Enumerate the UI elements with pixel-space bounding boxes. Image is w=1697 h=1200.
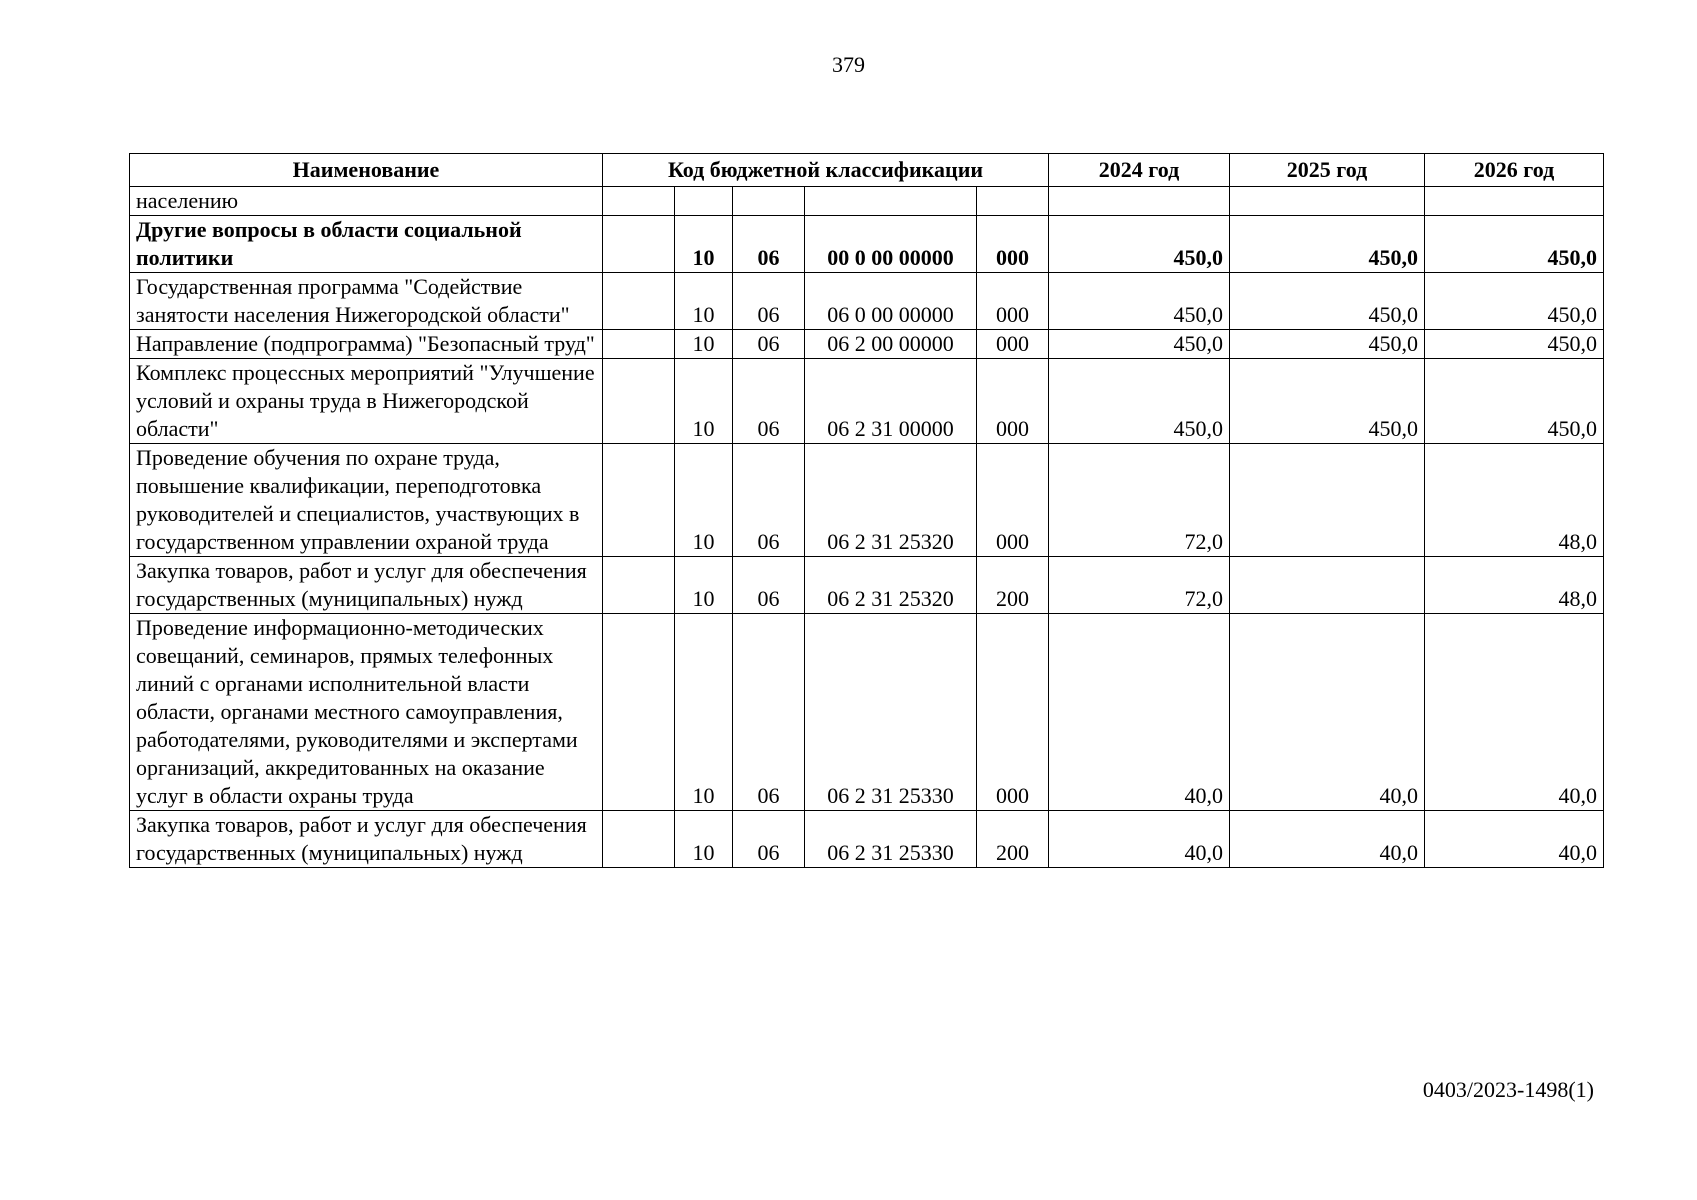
page-number: 379 [832,52,865,77]
cell-2025 [1230,187,1425,216]
cell-empty [603,359,675,444]
cell-target-article: 06 2 31 25330 [805,811,977,868]
budget-table [129,153,1604,868]
cell-2025: 40,0 [1230,811,1425,868]
cell-section: 10 [675,330,733,359]
cell-2026: 450,0 [1425,330,1604,359]
cell-2026: 40,0 [1425,614,1604,811]
cell-2025: 450,0 [1230,330,1425,359]
cell-name: Комплекс процессных мероприятий "Улучшение условий и охраны труда в Нижегородской области" [130,359,603,444]
cell-name: Закупка товаров, работ и услуг для обеспечения государственных (муниципальных) нужд [130,557,603,614]
cell-empty [603,811,675,868]
cell-section: 10 [675,444,733,557]
cell-empty [603,330,675,359]
cell-2024: 450,0 [1049,359,1230,444]
table-body [130,187,1604,868]
cell-target-article [805,187,977,216]
cell-2025: 450,0 [1230,273,1425,330]
cell-name: Направление (подпрограмма) "Безопасный труд" [130,330,603,359]
cell-subsection: 06 [733,330,805,359]
cell-name: Проведение обучения по охране труда, повышение квалификации, переподготовка руководителей и специалистов, участвующих в государственном управлении охраной труда [130,444,603,557]
cell-subsection: 06 [733,557,805,614]
cell-name: Государственная программа "Содействие занятости населения Нижегородской области" [130,273,603,330]
cell-section: 10 [675,359,733,444]
cell-2025: 450,0 [1230,216,1425,273]
table-row [130,811,1604,868]
cell-empty [603,614,675,811]
cell-2024: 40,0 [1049,614,1230,811]
cell-expense-type: 000 [977,216,1049,273]
cell-empty [603,557,675,614]
header-name: Наименование [130,154,603,187]
cell-name: Другие вопросы в области социальной политики [130,216,603,273]
cell-expense-type: 000 [977,330,1049,359]
cell-2024: 72,0 [1049,557,1230,614]
cell-expense-type: 200 [977,811,1049,868]
cell-2026: 450,0 [1425,359,1604,444]
cell-subsection: 06 [733,811,805,868]
cell-2025: 450,0 [1230,359,1425,444]
cell-2024: 72,0 [1049,444,1230,557]
header-2025: 2025 год [1230,154,1425,187]
cell-2026: 450,0 [1425,273,1604,330]
cell-target-article: 06 0 00 00000 [805,273,977,330]
cell-2024: 450,0 [1049,216,1230,273]
table-row [130,359,1604,444]
table-row [130,273,1604,330]
cell-expense-type: 000 [977,614,1049,811]
cell-2026: 450,0 [1425,216,1604,273]
cell-expense-type: 200 [977,557,1049,614]
cell-2026 [1425,187,1604,216]
cell-target-article: 06 2 31 25320 [805,444,977,557]
header-2026: 2026 год [1425,154,1604,187]
cell-subsection [733,187,805,216]
cell-section: 10 [675,614,733,811]
cell-target-article: 06 2 00 00000 [805,330,977,359]
header-2024: 2024 год [1049,154,1230,187]
cell-2024: 450,0 [1049,273,1230,330]
cell-name: Закупка товаров, работ и услуг для обеспечения государственных (муниципальных) нужд [130,811,603,868]
header-row [130,154,1604,187]
cell-subsection: 06 [733,273,805,330]
cell-subsection: 06 [733,614,805,811]
cell-subsection: 06 [733,444,805,557]
cell-2026: 48,0 [1425,557,1604,614]
cell-2026: 48,0 [1425,444,1604,557]
cell-expense-type: 000 [977,444,1049,557]
cell-target-article: 06 2 31 00000 [805,359,977,444]
cell-target-article: 06 2 31 25320 [805,557,977,614]
document-code: 0403/2023-1498(1) [1422,1077,1594,1102]
cell-section: 10 [675,557,733,614]
cell-empty [603,444,675,557]
cell-expense-type [977,187,1049,216]
cell-empty [603,216,675,273]
cell-subsection: 06 [733,216,805,273]
cell-empty [603,273,675,330]
cell-empty [603,187,675,216]
table-row [130,216,1604,273]
cell-subsection: 06 [733,359,805,444]
header-code: Код бюджетной классификации [603,154,1049,187]
table-row [130,330,1604,359]
cell-2025: 40,0 [1230,614,1425,811]
cell-section [675,187,733,216]
cell-2024 [1049,187,1230,216]
cell-expense-type: 000 [977,359,1049,444]
cell-section: 10 [675,216,733,273]
table-row [130,444,1604,557]
cell-expense-type: 000 [977,273,1049,330]
table-row [130,187,1604,216]
table-row [130,557,1604,614]
cell-target-article: 06 2 31 25330 [805,614,977,811]
cell-2024: 40,0 [1049,811,1230,868]
table-row [130,614,1604,811]
cell-target-article: 00 0 00 00000 [805,216,977,273]
cell-name: населению [130,187,603,216]
cell-2025 [1230,557,1425,614]
cell-section: 10 [675,811,733,868]
cell-section: 10 [675,273,733,330]
cell-2025 [1230,444,1425,557]
cell-2026: 40,0 [1425,811,1604,868]
cell-name: Проведение информационно-методических совещаний, семинаров, прямых телефонных линий с органами исполнительной власти области, органами местного самоуправления, работодателями, руководителями и экспертами организаций, аккредитованных на оказание услуг в области охраны труда [130,614,603,811]
cell-2024: 450,0 [1049,330,1230,359]
